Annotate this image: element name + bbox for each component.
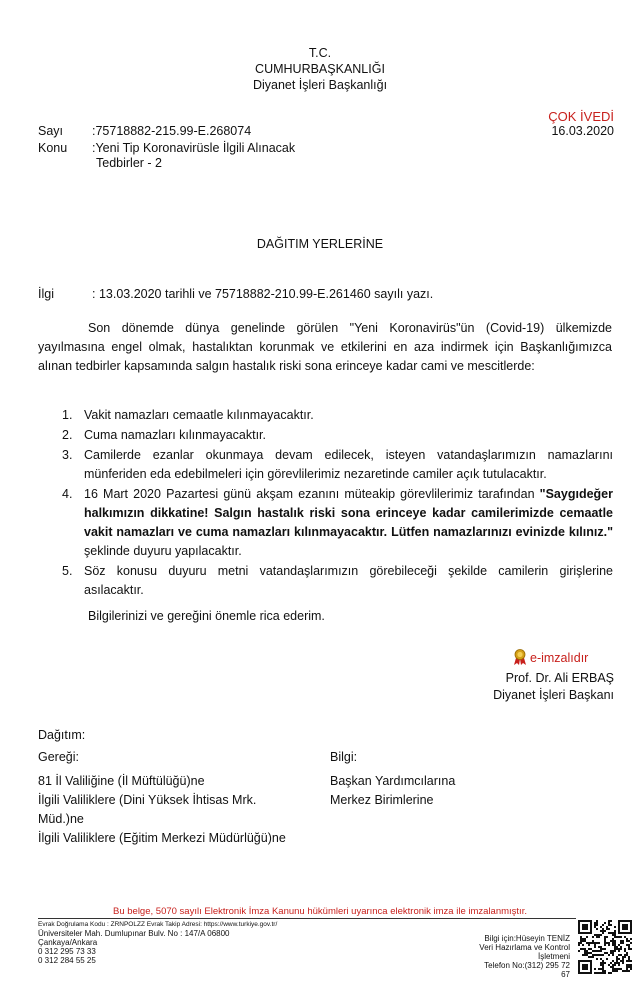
- list-item-number: 1.: [62, 408, 73, 422]
- bilgi-list: [330, 772, 455, 810]
- list-item-number: 3.: [62, 448, 73, 462]
- list-item-text: Camilerde ezanlar okunmaya devam edilecek, isteyen vatandaşlarımızın namazlarını münferiden eda edebilmeleri için görevlilerimiz nezaretinde camiler açık tutulacaktır.: [84, 448, 613, 481]
- list-item-number: 5.: [62, 564, 73, 578]
- bilgi-label: Bilgi:: [330, 750, 358, 764]
- contact-person: Bilgi için:Hüseyin TENİZ: [484, 934, 570, 943]
- distribution-item: İlgili Valiliklere (Eğitim Merkezi Müdürlüğü)ne: [38, 831, 286, 845]
- footer-divider: [38, 918, 576, 919]
- esign-notice: Bu belge, 5070 sayılı Elektronik İmza Kanunu hükümleri uyarınca elektronik imza ile imzalanmıştır.: [113, 906, 527, 917]
- list-item-text: Vakit namazları cemaatle kılınmayacaktır.: [84, 408, 314, 422]
- header-tc: T.C.: [308, 46, 332, 60]
- fax-number: 0 312 284 55 25: [38, 956, 96, 965]
- signatory-title: Diyanet İşleri Başkanı: [493, 688, 614, 702]
- urgency-label: ÇOK İVEDİ: [548, 109, 614, 124]
- contact-phone-ext: 67: [561, 970, 570, 979]
- footer-right-block: [479, 934, 570, 979]
- distribution-item: Merkez Birimlerine: [330, 793, 434, 807]
- list-item-number: 4.: [62, 487, 73, 501]
- distribution-item: Başkan Yardımcılarına: [330, 774, 456, 788]
- list-item: [58, 406, 613, 425]
- ilgi-label: İlgi: [38, 287, 54, 301]
- signatory-name: Prof. Dr. Ali ERBAŞ: [505, 671, 614, 685]
- e-signature-label: e-imzalıdır: [530, 651, 589, 665]
- recipient-heading: DAĞITIM YERLERİNE: [256, 237, 384, 251]
- konu-value-line2: Tedbirler - 2: [96, 156, 162, 170]
- document-date: 16.03.2020: [551, 124, 614, 138]
- contact-role-cont: İşletmeni: [537, 952, 570, 961]
- announcement-text: "Saygıdeğer halkımızın dikkatine! Salgın hastalık riski sona erinceye kadar camilerimizde cemaatle vakit namazları ve cuma namazları kılınmayacaktır. Lütfen namazlarınızı evinizde kılınız.": [84, 487, 613, 539]
- konu-label: Konu: [38, 141, 68, 155]
- konu-value-line1: :Yeni Tip Koronavirüsle İlgili Alınacak: [92, 141, 296, 155]
- phone-number: 0 312 295 73 33: [38, 947, 96, 956]
- gereği-list: [38, 772, 286, 848]
- list-item-number: 2.: [62, 428, 73, 442]
- ribbon-seal-icon: [512, 648, 528, 666]
- list-item: [58, 426, 613, 445]
- contact-role: Veri Hazırlama ve Kontrol: [479, 943, 570, 952]
- list-item: [58, 485, 613, 561]
- list-item: [58, 562, 613, 600]
- list-item-text: Cuma namazları kılınmayacaktır.: [84, 428, 267, 442]
- header-presidency: CUMHURBAŞKANLIĞI: [255, 62, 385, 76]
- measures-list: [58, 406, 613, 601]
- footer-left-block: [38, 921, 398, 965]
- header-directorate: Diyanet İşleri Başkanlığı: [252, 78, 388, 92]
- contact-phone: Telefon No:(312) 295 72: [484, 961, 570, 970]
- verification-line: Evrak Doğrulama Kodu : ZRNPOLZZ Evrak Takip Adresi: https://www.turkiye.gov.tr/: [38, 921, 278, 928]
- closing-sentence: Bilgilerinizi ve gereğini önemle rica ederim.: [88, 609, 325, 623]
- ilgi-value: : 13.03.2020 tarihli ve 75718882-210.99-E.261460 sayılı yazı.: [92, 287, 434, 301]
- distribution-item: 81 İl Valiliğine (İl Müftülüğü)ne: [38, 774, 205, 788]
- address-city: Çankaya/Ankara: [38, 938, 98, 947]
- body-intro: Son dönemde dünya genelinde görülen "Yeni Koronavirüs"ün (Covid-19) ülkemizde yayılmasına engel olmak, hastalıktan korunmak ve etkilerini en aza indirmek için Başkanlığımızca alınan tedbirler kapsamında salgın hastalık riski sona erinceye kadar cami ve mescitlerde:: [38, 321, 612, 373]
- qr-code-icon: [578, 920, 632, 974]
- address-line: Üniversiteler Mah. Dumlupınar Bulv. No : 147/A 06800: [38, 929, 230, 938]
- distribution-item: İlgili Valiliklere (Dini Yüksek İhtisas Mrk.: [38, 793, 257, 807]
- distribution-item: Müd.)ne: [38, 812, 84, 826]
- list-item-text-intro: 16 Mart 2020 Pazartesi günü akşam ezanını müteakip görevlilerimiz tarafından: [84, 487, 535, 501]
- sayi-value: :75718882-215.99-E.268074: [92, 124, 252, 138]
- sayi-label: Sayı: [38, 124, 64, 138]
- list-item: [58, 446, 613, 484]
- list-item-text: Söz konusu duyuru metni vatandaşlarımızın görebileceği şekilde camilerin girişlerine asılacaktır.: [84, 564, 613, 597]
- gerегi-label: Gereği:: [38, 750, 79, 764]
- list-item-text-end: şeklinde duyuru yapılacaktır.: [84, 544, 242, 558]
- distribution-title: Dağıtım:: [38, 728, 86, 742]
